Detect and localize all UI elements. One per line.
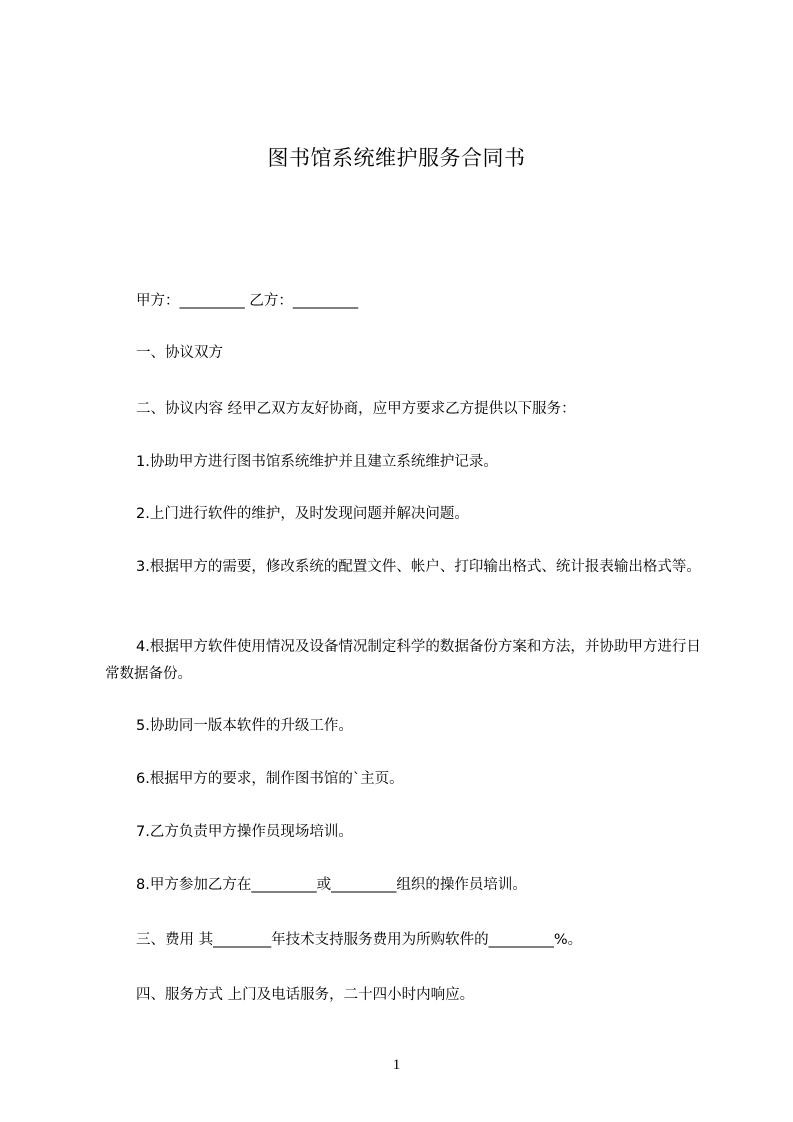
- service-item-3: 3.根据甲方的需要，修改系统的配置文件、帐户、打印输出格式、统计报表输出格式等。: [136, 559, 701, 575]
- section-heading-content: 二、协议内容 经甲乙双方友好协商，应甲方要求乙方提供以下服务：: [136, 401, 576, 417]
- service-item-1: 1.协助甲方进行图书馆系统维护并且建立系统维护记录。: [136, 454, 498, 470]
- service-item-6: 6.根据甲方的要求，制作图书馆的`主页。: [136, 771, 404, 787]
- service-item-5: 5.协助同一版本软件的升级工作。: [136, 718, 353, 734]
- service-item-7: 7.乙方负责甲方操作员现场培训。: [136, 824, 353, 840]
- document-title: 图书馆系统维护服务合同书: [267, 146, 526, 170]
- page-number: 1: [392, 1057, 401, 1073]
- service-item-4: 4.根据甲方软件使用情况及设备情况制定科学的数据备份方案和方法，并协助甲方进行日常数据备份。: [105, 639, 701, 682]
- section-heading-parties: 一、协议双方: [136, 345, 223, 361]
- section-heading-fees: 三、费用 其________年技术支持服务费用为所购软件的_________%。: [136, 932, 583, 948]
- service-item-8: 8.甲方参加乙方在_________或_________组织的操作员培训。: [136, 877, 527, 893]
- service-item-2: 2.上门进行软件的维护，及时发现问题并解决问题。: [136, 506, 469, 522]
- section-heading-service-method: 四、服务方式 上门及电话服务，二十四小时内响应。: [136, 987, 475, 1003]
- party-line: 甲方：_________ 乙方：_________: [136, 293, 359, 309]
